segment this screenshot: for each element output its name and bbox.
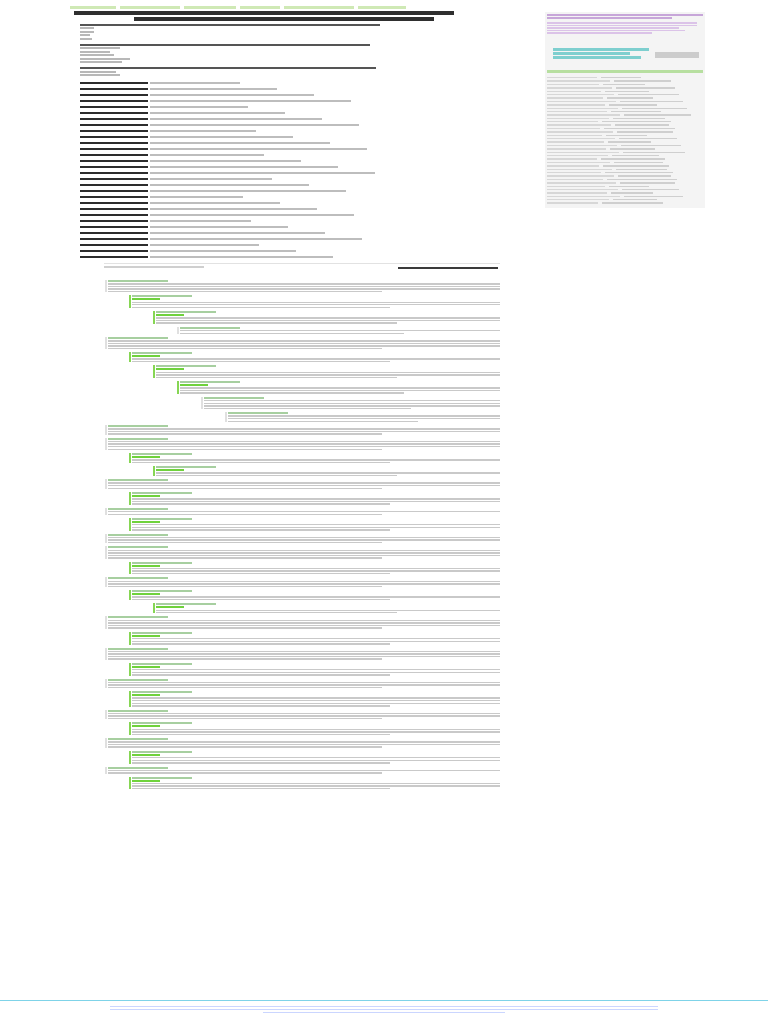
sidebar-banner[interactable] (553, 48, 649, 62)
comment-reply-link[interactable] (156, 606, 184, 608)
comment-author[interactable] (108, 710, 168, 712)
comment-reply-link[interactable] (132, 725, 160, 727)
data-table (80, 80, 400, 260)
comment-author[interactable] (108, 438, 168, 440)
table-row[interactable] (80, 254, 400, 260)
comment (132, 663, 500, 676)
comment (228, 412, 500, 422)
comment-author[interactable] (108, 425, 168, 427)
comment (156, 365, 500, 378)
comment-author[interactable] (132, 663, 192, 665)
comment-reply-link[interactable] (180, 384, 208, 386)
comment (108, 546, 500, 558)
table-cell-name (80, 254, 150, 260)
sort-button[interactable] (398, 267, 498, 269)
comment-author[interactable] (156, 311, 216, 313)
top-nav (70, 6, 540, 10)
comment-reply-link[interactable] (132, 355, 160, 357)
comment-author[interactable] (108, 546, 168, 548)
nav-link[interactable] (120, 6, 180, 9)
footer-divider (0, 1000, 768, 1001)
comment (132, 453, 500, 463)
comment-author[interactable] (108, 479, 168, 481)
comment-reply-link[interactable] (132, 754, 160, 756)
comment-reply-link[interactable] (132, 694, 160, 696)
comment-reply-link[interactable] (132, 593, 160, 595)
comment (108, 337, 500, 349)
comment (180, 381, 500, 394)
comment (180, 327, 500, 334)
comment (132, 518, 500, 531)
comment (108, 616, 500, 628)
comment (108, 479, 500, 489)
sidebar-link-list (547, 76, 703, 205)
nav-link[interactable] (240, 6, 280, 9)
comment-reply-link[interactable] (132, 565, 160, 567)
comment (132, 562, 500, 575)
comment (108, 425, 500, 435)
page-title (74, 11, 474, 21)
comment (108, 534, 500, 544)
sidebar-link[interactable] (547, 201, 703, 204)
sidebar-button[interactable] (655, 52, 699, 58)
comment-author[interactable] (108, 577, 168, 579)
comment-reply-link[interactable] (156, 469, 184, 471)
comment (132, 691, 500, 706)
comment (132, 722, 500, 735)
comment-author[interactable] (156, 603, 216, 605)
comment-author[interactable] (108, 738, 168, 740)
nav-link[interactable] (184, 6, 236, 9)
comment (132, 492, 500, 505)
comment (132, 352, 500, 362)
comments-header-label (104, 266, 204, 268)
comment (108, 648, 500, 660)
comment-reply-link[interactable] (156, 314, 184, 316)
comment-author[interactable] (132, 722, 192, 724)
comment-author[interactable] (108, 616, 168, 618)
sidebar-heading (547, 14, 703, 20)
comment-author[interactable] (108, 534, 168, 536)
comment-author[interactable] (156, 365, 216, 367)
comment-reply-link[interactable] (132, 456, 160, 458)
comment-author[interactable] (132, 492, 192, 494)
nav-link[interactable] (358, 6, 406, 9)
comment-author[interactable] (132, 691, 192, 693)
comment-author[interactable] (228, 412, 288, 414)
comment (132, 751, 500, 764)
comment (132, 777, 500, 790)
comment-author[interactable] (132, 632, 192, 634)
comment (132, 295, 500, 308)
table-cell-value (150, 254, 400, 260)
comment (108, 738, 500, 748)
comment (204, 397, 500, 409)
comment-author[interactable] (108, 508, 168, 510)
comment-author[interactable] (156, 466, 216, 468)
comment (108, 679, 500, 689)
comment-author[interactable] (132, 352, 192, 354)
sidebar-text (547, 22, 697, 38)
comment (132, 590, 500, 600)
comment-author[interactable] (132, 590, 192, 592)
comment-author[interactable] (132, 453, 192, 455)
comment (156, 603, 500, 613)
comment-reply-link[interactable] (132, 298, 160, 300)
comment-author[interactable] (132, 777, 192, 779)
comment-thread (104, 280, 500, 1000)
comment-author[interactable] (108, 337, 168, 339)
sidebar-section-rule (547, 70, 703, 73)
comment-author[interactable] (204, 397, 264, 399)
nav-link[interactable] (70, 6, 116, 9)
comment (108, 767, 500, 774)
comment-reply-link[interactable] (132, 635, 160, 637)
footer (110, 1004, 658, 1022)
intro-text (80, 22, 410, 78)
nav-link[interactable] (284, 6, 354, 9)
comment-author[interactable] (180, 381, 240, 383)
comment-author[interactable] (108, 679, 168, 681)
comment-author[interactable] (132, 751, 192, 753)
comment-author[interactable] (180, 327, 240, 329)
sidebar (545, 12, 705, 208)
comment-reply-link[interactable] (132, 521, 160, 523)
comment-author[interactable] (132, 295, 192, 297)
comment (108, 577, 500, 587)
comment-reply-link[interactable] (132, 666, 160, 668)
comment (132, 632, 500, 645)
comment-reply-link[interactable] (156, 368, 184, 370)
comment-author[interactable] (132, 518, 192, 520)
comment-reply-link[interactable] (132, 495, 160, 497)
comment-author[interactable] (108, 767, 168, 769)
comment (108, 280, 500, 292)
comment-author[interactable] (108, 648, 168, 650)
comment-reply-link[interactable] (132, 780, 160, 782)
comment (156, 311, 500, 324)
comment (156, 466, 500, 476)
comment (108, 710, 500, 720)
comment-author[interactable] (108, 280, 168, 282)
comment-author[interactable] (132, 562, 192, 564)
comment (108, 508, 500, 515)
comments-header (104, 263, 500, 277)
comment (108, 438, 500, 450)
